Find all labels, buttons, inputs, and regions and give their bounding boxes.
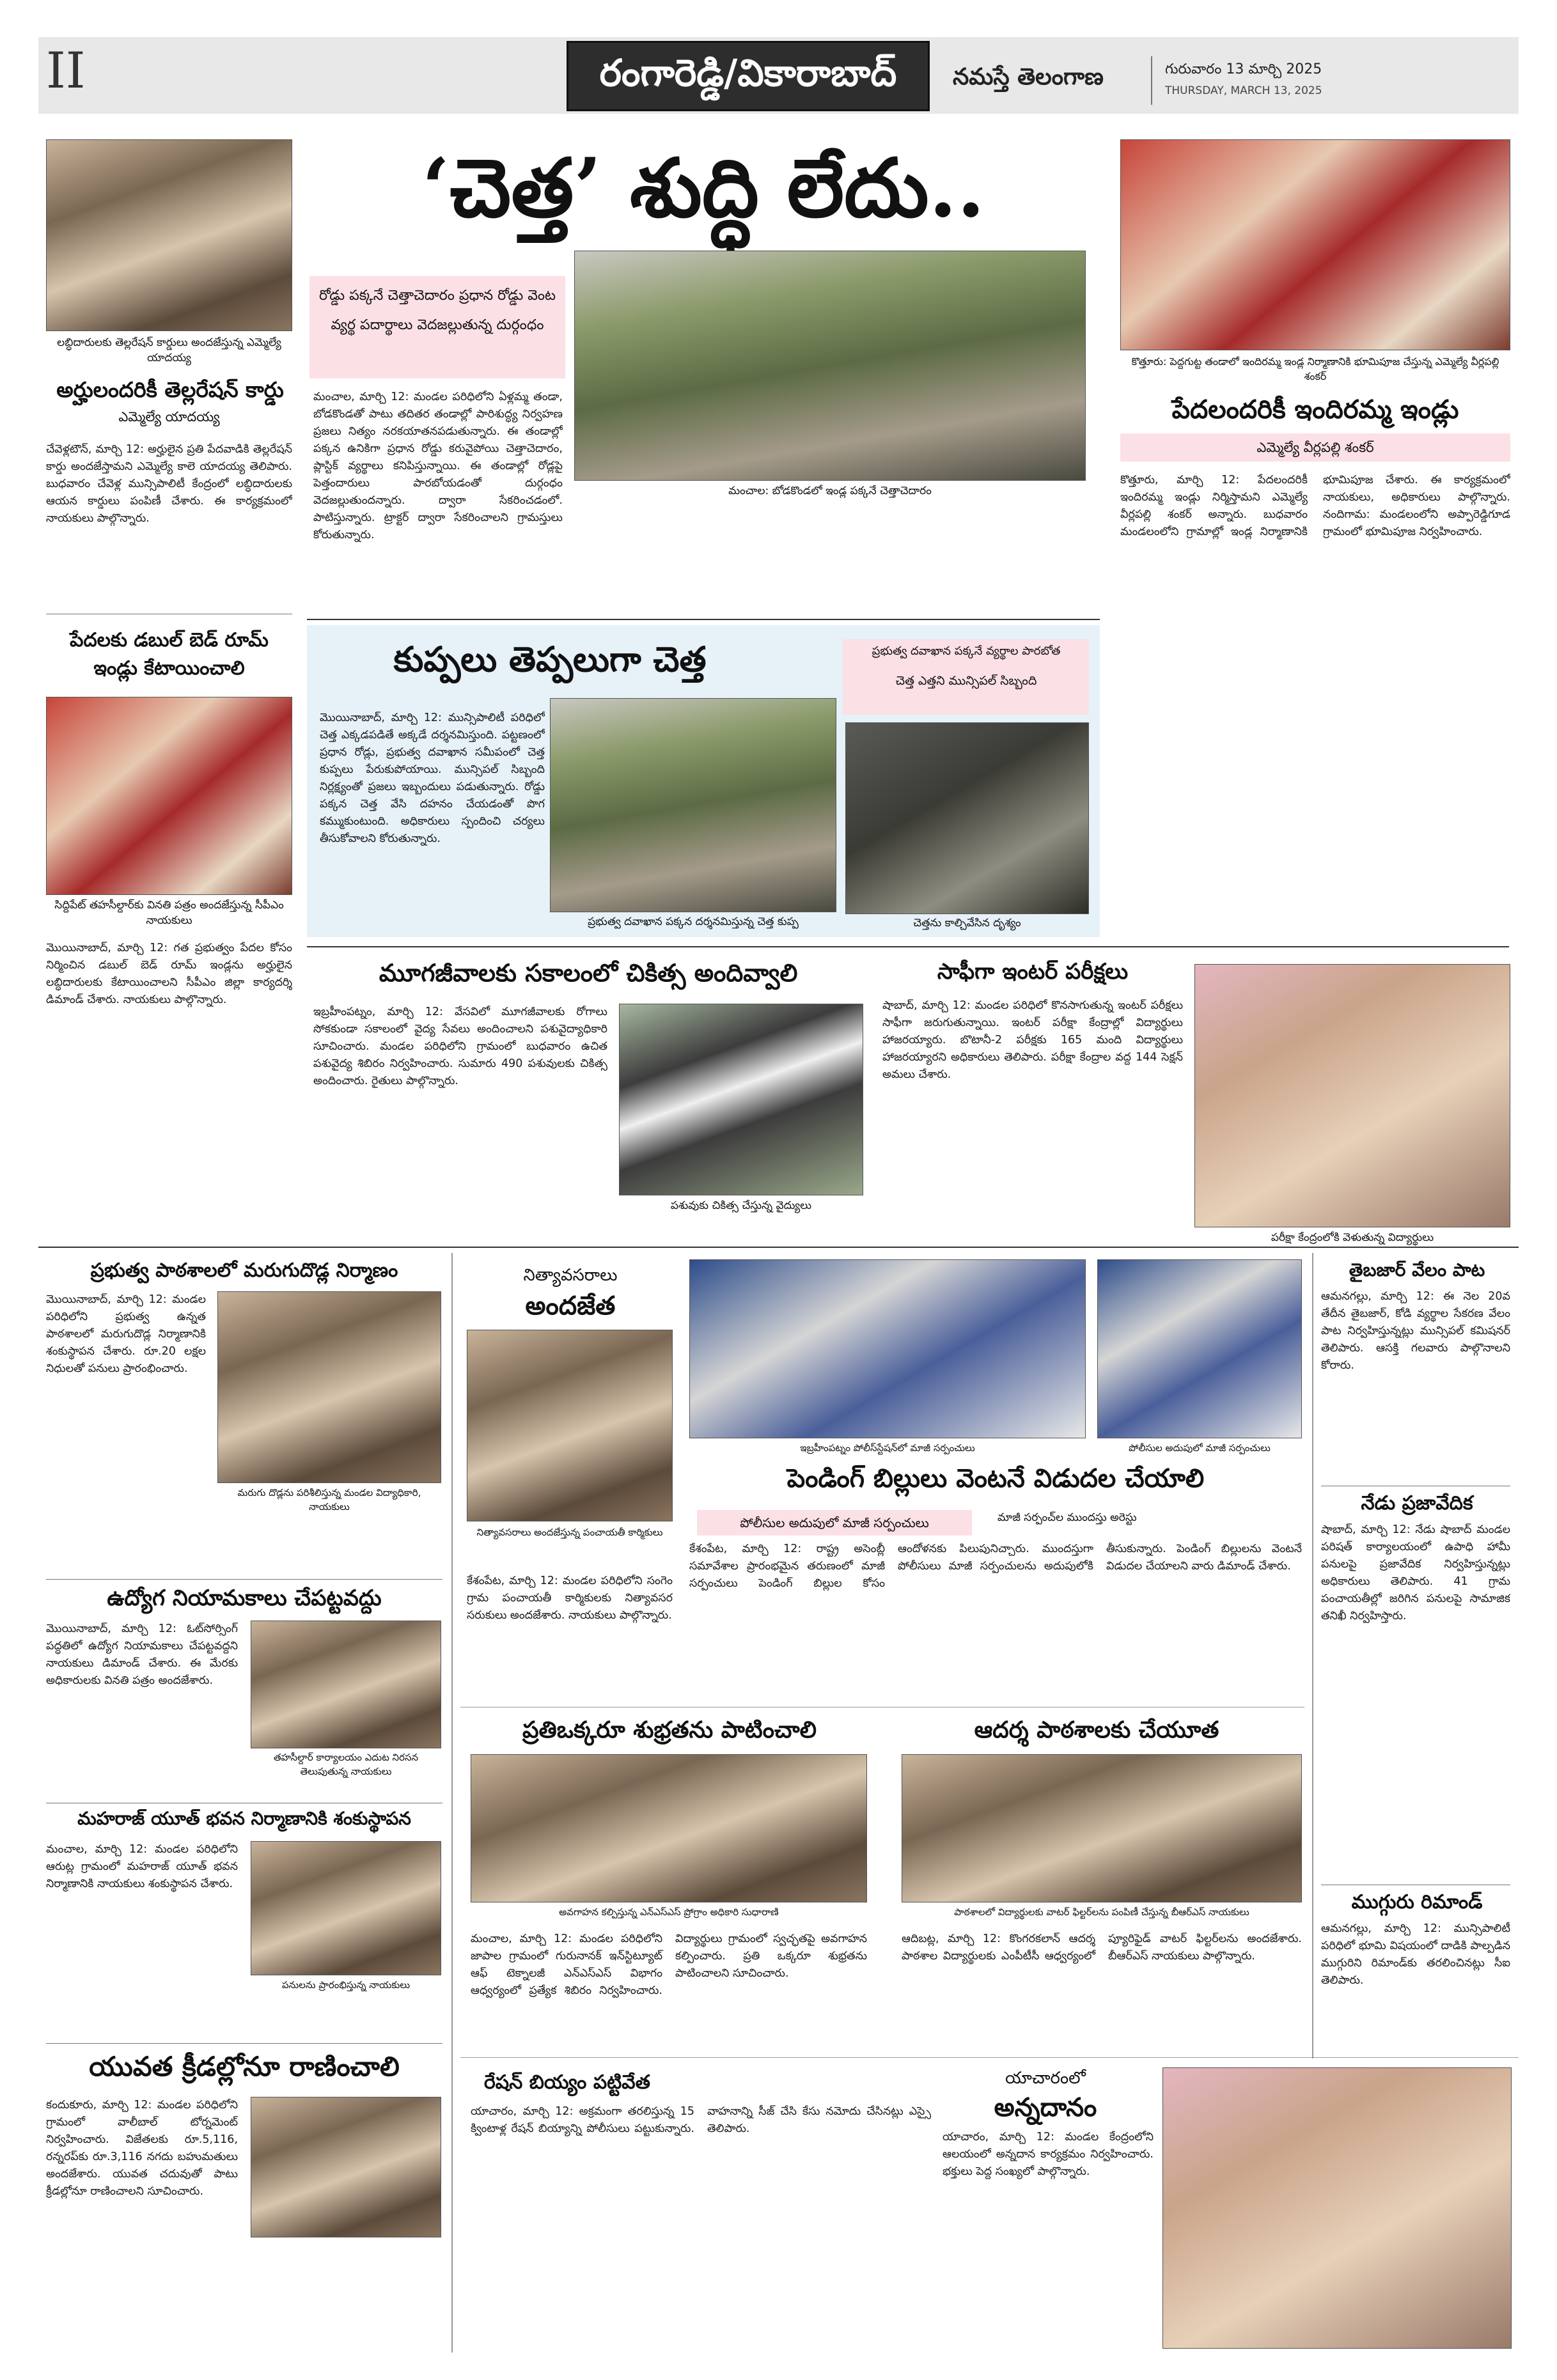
sports-headline: యువత క్రీడల్లోనూ రాణించాలి <box>89 2051 400 2082</box>
annadanam-small: యాచారంలో <box>1005 2069 1086 2088</box>
cpm-protest-photo <box>46 697 292 895</box>
police-custody-caption: పోలీసుల అదుపులో మాజీ సర్పంచులు <box>1129 1442 1271 1454</box>
annadanam-body: యాచారం, మార్చి 12: మండల కేంద్రంలోని ఆలయంలో అన్నదాన కార్యక్రమం నిర్వహించారు. భక్తులు పెద్ద సంఖ్యలో పాల్గొన్నారు. <box>943 2131 1154 2178</box>
indiramma-body: కొత్తూరు, మార్చి 12: పేదలందరికీ ఇందిరమ్మ ఇండ్లు నిర్మిస్తామని ఎమ్మెల్యే వీర్లపల్లి శంకర్ అన్నారు. బుధవారం మండలంలోని గ్రామాల్లో ఇండ్ల నిర్మాణానికి భూమిపూజ చేశారు. ఈ కార్యక్రమంలో నాయకులు, అధికారులు పాల్గొన్నారు. నందిగామ: మండలంలోని అప్పారెడ్డిగూడ గ్రామంలో భూమిపూజ నిర్వహించారు. <box>1120 474 1510 538</box>
praja-body: షాబాద్, మార్చి 12: నేడు షాబాద్ మండల పరిషత్ కార్యాలయంలో ఉపాధి హామీ పనులపై ప్రజావేదిక నిర్వహిస్తున్నట్లు అధికారులు తెలిపారు. 41 గ్రామ పంచాయతీల్లో జరిగిన పనులపై సామాజిక తనిఖీ నిర్వహిస్తారు. <box>1321 1523 1510 1622</box>
pending-bills-body: కేశంపేట, మార్చి 12: రాష్ట్ర అసెంబ్లీ సమావేశాల ప్రారంభమైన తరుణంలో మాజీ సర్పంచులు పెండింగ్ బిల్లుల కోసం ఆందోళనకు పిలుపునిచ్చారు. ముందస్తుగా పోలీసులు మాజీ సర్పంచులను అదుపులోకి తీసుకున్నారు. పెండింగ్ బిల్లులను వెంటనే విడుదల చేయాలని వారు డిమాండ్ చేశారు. <box>689 1543 1302 1590</box>
column-rule <box>1312 1253 1313 2058</box>
jobs-body: మొయినాబాద్, మార్చి 12: ఓట్‌సోర్సింగ్ పద్ధతిలో ఉద్యోగ నియామకాలు చేపట్టవద్దని నాయకులు డిమాండ్ చేశారు. ఈ మేరకు అధికారులకు వినతి పత్రం అందజేశారు. <box>46 1622 238 1687</box>
remand-headline: ముగ్గురు రిమాండ్ <box>1351 1891 1483 1913</box>
remand-body: ఆమనగల్లు, మార్చి 12: మున్సిపాలిటీ పరిధిలో భూమి విషయంలో దాడికి పాల్పడిన ముగ్గురిని రిమాండ్‌కు తరలించినట్లు సీఐ తెలిపారు. <box>1321 1922 1510 1987</box>
row5-rule <box>460 2057 1519 2058</box>
essentials-caption: నిత్యావసరాలు అందజేస్తున్న పంచాయతీ కార్మికులు <box>476 1527 663 1538</box>
masthead-divider <box>1151 56 1152 105</box>
garbage-caption-2: చెత్తను కాల్చివేసిన దృశ్యం <box>913 917 1021 929</box>
school-toilets-body: మొయినాబాద్, మార్చి 12: మండల పరిధిలోని ప్రభుత్వ ఉన్నత పాఠశాలలో మరుగుదొడ్ల నిర్మాణానికి శంకుస్థాపన చేశారు. రూ.20 లక్షల నిధులతో పనులు ప్రారంభించారు. <box>46 1293 206 1375</box>
cattle-body: ఇబ్రహీంపట్నం, మార్చి 12: వేసవిలో మూగజీవాలకు రోగాలు సోకకుండా సకాలంలో వైద్య సేవలు అందించాలని పశువైద్యాధికారి సూచించారు. మండల పరిధిలోని గ్రామంలో బుధవారం ఉచిత పశువైద్య శిబిరం నిర్వహించారు. సుమారు 490 పశువులకు చికిత్స అందించారు. రైతులు పాల్గొన్నారు. <box>313 1006 607 1087</box>
sports-body-continued <box>251 2244 441 2353</box>
jobs-caption: తహసీల్దార్ కార్యాలయం ఎదుట నిరసన తెలుపుతున్న నాయకులు <box>273 1752 419 1777</box>
youth-photo <box>251 1841 441 1975</box>
cattle-headline: మూగజీవాలకు సకాలంలో చికిత్స అందివ్వాలి <box>379 959 798 987</box>
jobs-photo <box>251 1621 441 1748</box>
cleanliness-headline: ప్రతిఒక్కరూ శుభ్రతను పాటించాలి <box>522 1717 817 1743</box>
youth-headline: మహరాజ్ యూత్ భవన నిర్మాణానికి శంకుస్థాపన <box>77 1808 411 1829</box>
indiramma-subhead: ఎమ్మెల్యే వీర్లపల్లి శంకర్ <box>1256 440 1374 455</box>
garbage-photo-1 <box>550 698 836 912</box>
model-school-body: ఆదిబట్ల, మార్చి 12: కొంగరకలాన్ ఆదర్శ పాఠశాల విద్యార్థులకు ఎంపీటీసీ ఆధ్వర్యంలో ప్యూరిఫైడ్ వాటర్ ఫిల్టర్‌లను అందజేశారు. బీఆర్‌ఎస్ నాయకులు పాల్గొన్నారు. <box>902 1933 1302 1963</box>
garbage-side-title: ప్రభుత్వ దవాఖాన పక్కనే వ్యర్థాల పారబోత <box>872 644 1061 658</box>
cpm-protest-caption: సిద్దిపేట్ తహసీల్దార్‌కు వినతి పత్రం అందజేస్తున్న సీపీఎం నాయకులు <box>54 899 284 927</box>
pending-bills-headline: పెండింగ్ బిల్లులు వెంటనే విడుదల చేయాలి <box>786 1464 1205 1493</box>
exams-photo <box>1194 964 1510 1227</box>
lead-garbage-photo <box>574 251 1086 481</box>
exams-body: షాబాద్, మార్చి 12: మండల పరిధిలో కొనసాగుతున్న ఇంటర్ పరీక్షలు సాఫీగా జరుగుతున్నాయి. ఇంటర్ పరీక్షా కేంద్రాల్లో విద్యార్థులు హాజరయ్యారు. బొటానీ-2 పరీక్షకు 165 మంది విద్యార్థులు హాజరయ్యారని అధికారులు తెలిపారు. పరీక్షా కేంద్రాల వద్ద 144 సెక్షన్ అమలు చేశారు. <box>882 999 1183 1081</box>
garbage-side-subtitle: చెత్త ఎత్తని మున్సిపల్ సిబ్బంది <box>895 674 1037 688</box>
youth-body: మంచాల, మార్చి 12: మండల పరిధిలోని ఆరుట్ల గ్రామంలో మహరాజ్ యూత్ భవన నిర్మాణానికి నాయకులు శంకుస్థాపన చేశారు. <box>46 1843 238 1890</box>
cattle-caption: పశువుకు చికిత్స చేస్తున్న వైద్యులు <box>670 1199 812 1212</box>
police-station-caption: ఇబ్రహీంపట్నం పోలీస్‌స్టేషన్‌లో మాజీ సర్పంచులు <box>800 1442 975 1454</box>
auction-body: ఆమనగల్లు, మార్చి 12: ఈ నెల 20వ తేదీన తైబజార్, కోడి వ్యర్థాల సేకరణ వేలం పాట నిర్వహిస్తున్నట్లు మున్సిపల్ కమిషనర్ తెలిపారు. ఆసక్తి గలవారు పాల్గొనాలని కోరారు. <box>1321 1290 1510 1372</box>
essentials-headline: అందజేత <box>525 1291 616 1321</box>
ration-rice-headline: రేషన్ బియ్యం పట్టివేత <box>484 2071 650 2094</box>
cattle-photo <box>619 1004 863 1195</box>
annadanam-photo <box>1162 2067 1512 2349</box>
pending-sub2: మాజీ సర్పంచ్‌ల ముందస్తు అరెస్టు <box>998 1511 1137 1524</box>
divider <box>46 1579 442 1580</box>
ration-card-photo <box>46 139 292 331</box>
garbage-caption-1: ప్రభుత్వ దవాఖాన పక్కన దర్శనమిస్తున్న చెత్త కుప్ప <box>588 915 799 928</box>
double-bedroom-headline: పేదలకు డబుల్ బెడ్ రూమ్ ఇండ్లు కేటాయించాలి <box>70 629 269 680</box>
youth-caption: పనులను ప్రారంభిస్తున్న నాయకులు <box>281 1979 411 1991</box>
model-school-headline: ఆదర్శ పాఠశాలకు చేయూత <box>974 1717 1219 1743</box>
police-station-photo <box>689 1259 1086 1438</box>
paper-name: నమస్తే తెలంగాణ <box>953 64 1104 90</box>
lead-body-continued <box>574 506 1086 609</box>
column-rule <box>451 1253 453 2353</box>
date-telugu: గురువారం 13 మార్చి 2025 <box>1165 61 1322 77</box>
exams-caption: పరీక్షా కేంద్రంలోకి వెళుతున్న విద్యార్థులు <box>1271 1231 1434 1244</box>
essentials-photo <box>467 1330 673 1521</box>
double-bedroom-body: మొయినాబాద్, మార్చి 12: గత ప్రభుత్వం పేదల కోసం నిర్మించిన డబుల్ బెడ్ రూమ్ ఇండ్లను అర్హులైన లబ్ధిదారులకు కేటాయించాలని సీపీఎం జిల్లా కార్యదర్శి డిమాండ్ చేశారు. నాయకులు పాల్గొన్నారు. <box>46 942 292 1006</box>
model-school-caption: పాఠశాలలో విద్యార్థులకు వాటర్ ఫిల్టర్‌లను పంపిణీ చేస్తున్న బీఆర్‌ఎస్ నాయకులు <box>954 1906 1249 1918</box>
praja-headline: నేడు ప్రజావేదిక <box>1361 1492 1473 1514</box>
garbage-heaps-headline: కుప్పలు తెప్పలుగా చెత్త <box>393 639 707 680</box>
section-title: రంగారెడ్డి/వికారాబాద్ <box>599 51 897 95</box>
exams-headline: సాఫీగా ఇంటర్ పరీక్షలు <box>937 959 1129 984</box>
cleanliness-photo <box>471 1754 867 1902</box>
ration-rice-body: యాచారం, మార్చి 12: అక్రమంగా తరలిస్తున్న 15 క్వింటాళ్ల రేషన్ బియ్యాన్ని పోలీసులు పట్టుకున్నారు. వాహనాన్ని సీజ్ చేసి కేసు నమోదు చేసినట్లు ఎస్సై తెలిపారు. <box>471 2105 931 2135</box>
date-english: THURSDAY, MARCH 13, 2025 <box>1165 84 1322 97</box>
cleanliness-body: మంచాల, మార్చి 12: మండల పరిధిలోని జాపాల గ్రామంలో గురునానక్ ఇన్‌స్టిట్యూట్ ఆఫ్ టెక్నాలజీ ఎన్‌ఎస్‌ఎస్ విభాగం ఆధ్వర్యంలో ప్రత్యేక శిబిరం నిర్వహించారు. విద్యార్థులు గ్రామంలో స్వచ్ఛతపై అవగాహన కల్పించారు. ప్రతి ఒక్కరూ శుభ్రతను పాటించాలని సూచించారు. <box>471 1933 867 1997</box>
indiramma-photo <box>1120 139 1510 350</box>
ration-card-caption: లబ్ధిదారులకు తెల్లరేషన్ కార్డులు అందజేస్తున్న ఎమ్మెల్యే యాదయ్య <box>57 336 281 364</box>
essentials-body: కేశంపేట, మార్చి 12: మండల పరిధిలోని సంగెం గ్రామ పంచాయతీ కార్మికులకు నిత్యావసర సరుకులు అందజేశారు. నాయకులు పాల్గొన్నారు. <box>467 1575 673 1622</box>
model-school-photo <box>902 1754 1302 1902</box>
garbage-photo-2 <box>845 722 1089 914</box>
essentials-small: నిత్యావసరాలు <box>523 1266 618 1285</box>
indiramma-headline: పేదలందరికీ ఇందిరమ్మ ఇండ్లు <box>1171 395 1459 424</box>
ration-card-body: చేవెళ్లటౌన్, మార్చి 12: అర్హులైన ప్రతి పేదవాడికి తెల్లరేషన్ కార్డు అందజేస్తామని ఎమ్మెల్యే కాలె యాదయ్య తెలిపారు. బుధవారం చేవెళ్ల మున్సిపాలిటీ కేంద్రంలో లబ్ధిదారులకు ఆయన కార్డులు పంపిణీ చేశారు. ఈ కార్యక్రమంలో నాయకులు పాల్గొన్నారు. <box>46 443 292 525</box>
row2-rule <box>307 946 1509 947</box>
ration-card-headline: అర్హులందరికీ తెల్లరేషన్ కార్డు <box>56 377 284 402</box>
indiramma-caption: కొత్తూరు: పెద్దగుట్ట తండాలో ఇందిరమ్మ ఇండ్ల నిర్మాణానికి భూమిపూజ చేస్తున్న ఎమ్మెల్యే వీర్లపల్లి శంకర్ <box>1131 355 1499 382</box>
cleanliness-caption: అవగాహన కల్పిస్తున్న ఎన్‌ఎస్‌ఎస్ ప్రోగ్రాం అధికారి సుధారాణి <box>559 1906 779 1918</box>
lead-deck: రోడ్డు పక్కనే చెత్తాచెదారం ప్రధాన రోడ్డు వెంట వ్యర్థ పదార్థాలు వెదజల్లుతున్న దుర్గంధం <box>318 288 556 333</box>
sports-photo <box>251 2097 441 2237</box>
sports-body: కందుకూరు, మార్చి 12: మండల పరిధిలోని గ్రామంలో వాలీబాల్ టోర్నమెంట్ నిర్వహించారు. విజేతలకు రూ.5,116, రన్నరప్‌కు రూ.3,116 నగదు బహుమతులు అందజేశారు. యువత చదువుతో పాటు క్రీడల్లోనూ రాణించాలని సూచించారు. <box>46 2099 238 2198</box>
school-toilets-photo <box>217 1291 441 1483</box>
jobs-headline: ఉద్యోగ నియామకాలు చేపట్టవద్దు <box>107 1585 382 1611</box>
divider <box>46 2043 442 2044</box>
lead-photo-caption: మంచాల: బోడకొండలో ఇండ్ల పక్కనే చెత్తాచెదారం <box>728 485 932 497</box>
police-custody-photo <box>1097 1259 1302 1438</box>
ration-card-subhead: ఎమ్మెల్యే యాదయ్య <box>118 409 220 424</box>
lead-bottom-rule <box>307 619 1100 620</box>
annadanam-headline: అన్నదానం <box>994 2093 1097 2122</box>
lead-body: మంచాల, మార్చి 12: మండల పరిధిలోని ఏళ్లమ్మ తండా, బోడకొండతో పాటు తదితర తండాల్లో పారిశుద్ధ్య నిర్వహణ ప్రజలు నిత్యం నరకయాతనపడుతున్నారు. ఈ తండాల్లో పక్కన ఉనికిగా ప్రధాన రోడ్డు కరువైపోయి చెత్తాచెదారం, ప్లాస్టిక్ వ్యర్థాలు కనిపిస్తున్నాయి. ఈ తండాల్లో రోడ్లపై పెత్తందారులు పారబోయడంతో దుర్గంధం వెదజల్లుతుందన్నారు. ద్వారా సేకరించడంలో. పాటిస్తున్నారు. ట్రాక్టర్ ద్వారా సేకరించాలని గ్రామస్తులు కోరుతున్నారు. <box>313 391 563 541</box>
garbage-heaps-body: మొయినాబాద్, మార్చి 12: మున్సిపాలిటీ పరిధిలో చెత్త ఎక్కడపడితే అక్కడే దర్శనమిస్తుంది. పట్టణంలో ప్రధాన రోడ్లు, ప్రభుత్వ దవాఖాన సమీపంలో చెత్త కుప్పలు పేరుకుపోయాయి. మున్సిపల్ సిబ్బంది నిర్లక్ష్యంతో ప్రజలు ఇబ్బందులు పడుతున్నారు. రోడ్డు పక్కన చెత్త వేసి దహనం చేయడంతో పొగ కమ్ముకుంటుంది. అధికారులు స్పందించి చర్యలు తీసుకోవాలని కోరుతున్నారు. <box>320 712 545 845</box>
page-number: II <box>46 42 86 100</box>
row3-rule <box>38 1247 1519 1248</box>
school-toilets-caption: మరుగు దొడ్లను పరిశీలిస్తున్న మండల విద్యాధికారి, నాయకులు <box>237 1487 421 1513</box>
lead-headline: ‘చెత్త’ శుద్ధి లేదు.. <box>421 141 985 235</box>
pending-sub1: పోలీసుల అదుపులో మాజీ సర్పంచులు <box>740 1515 929 1530</box>
school-toilets-headline: ప్రభుత్వ పాఠశాలలో మరుగుదొడ్ల నిర్మాణం <box>90 1259 398 1282</box>
auction-headline: తైబజార్ వేలం పాట <box>1349 1259 1485 1280</box>
